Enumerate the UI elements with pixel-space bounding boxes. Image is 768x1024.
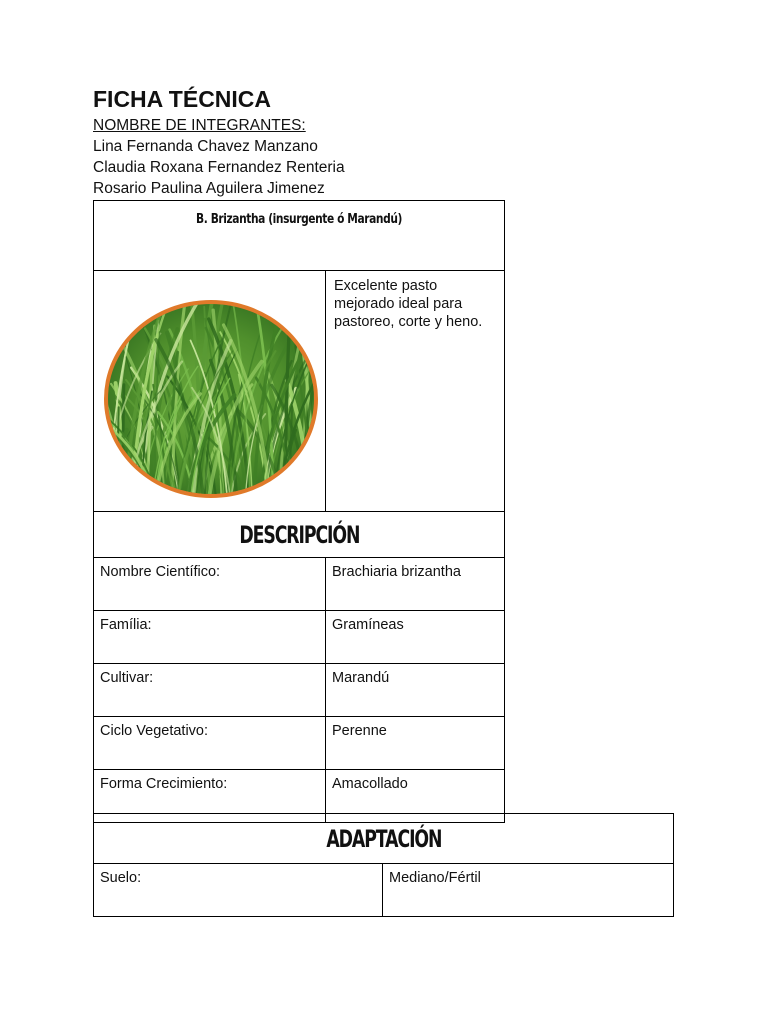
adaptation-heading: ADAPTACIÓN xyxy=(325,824,442,853)
member-name: Claudia Roxana Fernandez Renteria xyxy=(93,159,345,176)
adaptation-table xyxy=(93,813,674,917)
grass-blade xyxy=(316,430,320,500)
grass-blade xyxy=(102,337,103,500)
member-name: Lina Fernanda Chavez Manzano xyxy=(93,138,318,155)
row-label: Cultivar: xyxy=(94,664,326,717)
description-heading-cell xyxy=(94,512,505,558)
member-name: Rosario Paulina Aguilera Jimenez xyxy=(93,180,325,197)
row-label: Suelo: xyxy=(94,864,383,917)
photo-cell xyxy=(94,271,326,512)
row-label: Forma Crecimiento: xyxy=(94,770,326,823)
description-heading: DESCRIPCIÓN xyxy=(238,520,360,549)
grass-blade xyxy=(317,359,320,498)
row-value: Gramíneas xyxy=(326,611,505,664)
row-label: Nombre Científico: xyxy=(94,558,326,611)
plant-name-cell xyxy=(94,201,505,271)
row-value: Amacollado xyxy=(326,770,505,823)
grass-photo-icon xyxy=(102,298,320,500)
document-title: FICHA TÉCNICA xyxy=(93,86,272,112)
row-label: Ciclo Vegetativo: xyxy=(94,717,326,770)
row-value: Brachiaria brizantha xyxy=(326,558,505,611)
technical-sheet-table xyxy=(93,200,505,823)
grass-blade xyxy=(316,420,321,500)
row-value: Perenne xyxy=(326,717,505,770)
adaptation-heading-cell xyxy=(94,814,674,864)
row-value: Marandú xyxy=(326,664,505,717)
row-label: Família: xyxy=(94,611,326,664)
row-value: Mediano/Fértil xyxy=(383,864,674,917)
members-label: NOMBRE DE INTEGRANTES: xyxy=(93,117,306,134)
summary-cell xyxy=(326,271,505,512)
grass-blade xyxy=(118,407,119,500)
plant-name: B. Brizantha (insurgente ó Marandú) xyxy=(196,212,402,227)
summary-text: Excelente pasto mejorado ideal para pastoreo, corte y heno. xyxy=(334,278,483,330)
